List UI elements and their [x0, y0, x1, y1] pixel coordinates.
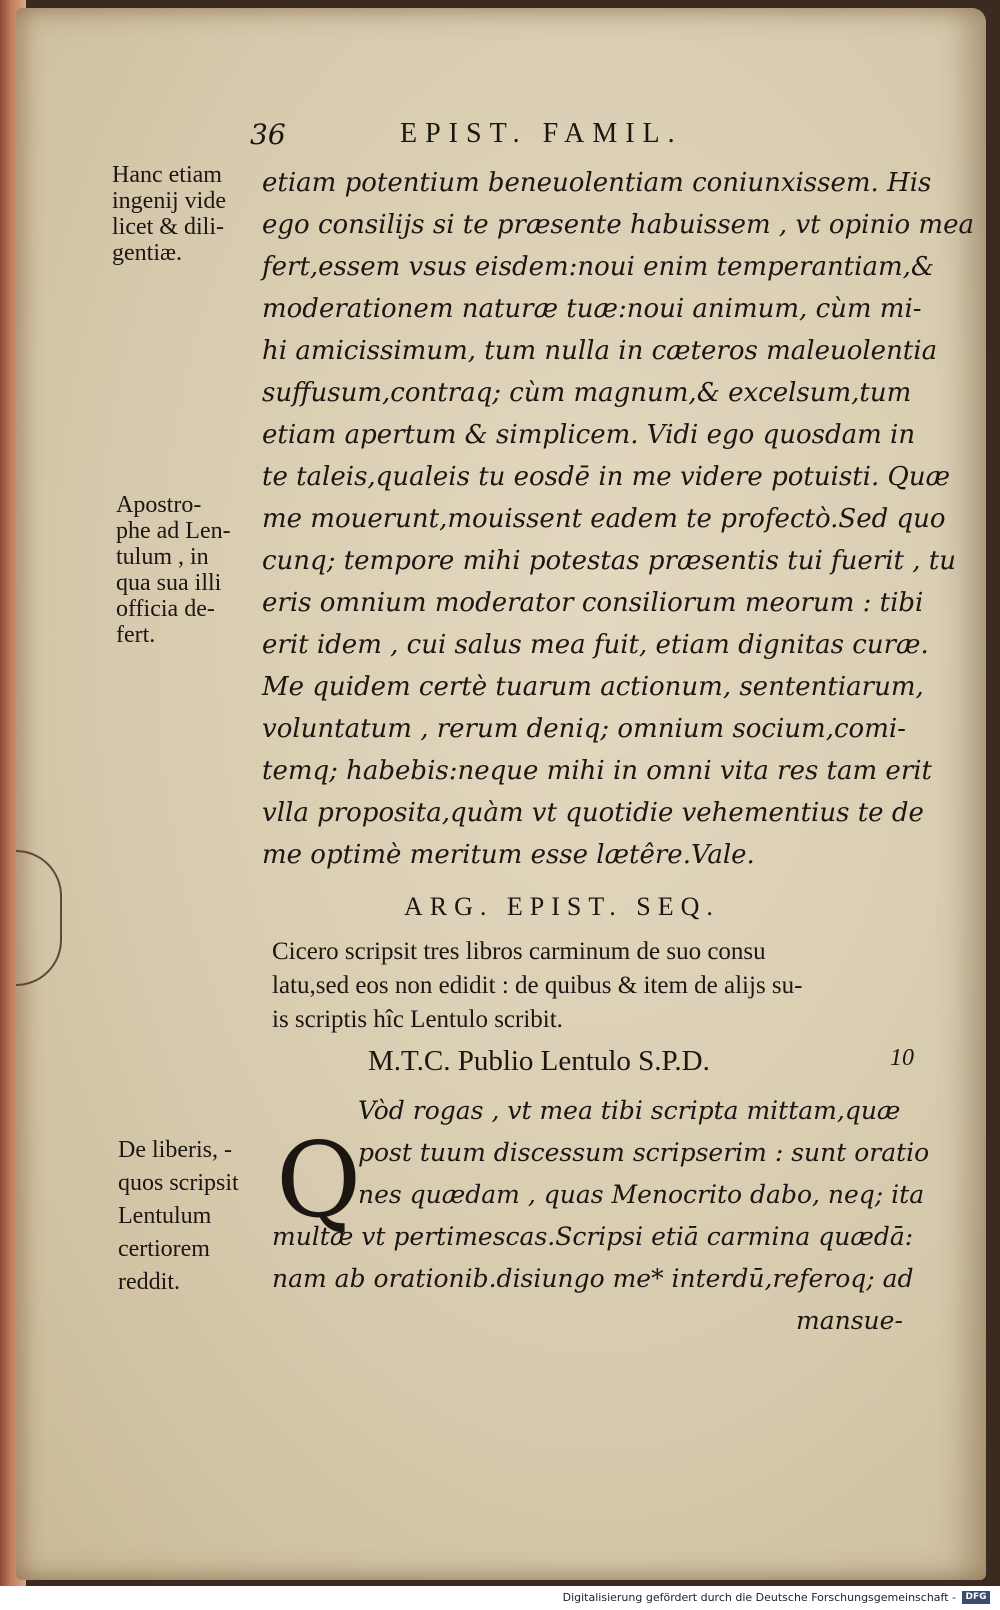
binding-thread-loop: [16, 850, 62, 986]
argument-text: [272, 935, 912, 1037]
text-line: Me quidem certè tuarum actionum, sententiarum,: [262, 672, 924, 702]
text-line: nam ab orationib.disiungo me* interdū,referoq; ad: [272, 1264, 914, 1293]
running-title: EPIST. FAMIL.: [400, 118, 683, 149]
text-line: me mouerunt,mouissent eadem te profectò.Sed quo: [262, 504, 946, 534]
text-line: erit idem , cui salus mea fuit, etiam dignitas curæ.: [262, 630, 929, 660]
text-line: ego consilijs si te præsente habuissem , vt opinio mea: [262, 210, 974, 240]
dfg-logo-icon: DFG: [962, 1591, 990, 1604]
footer-text: Digitalisierung gefördert durch die Deutsche Forschungsgemeinschaft -: [562, 1591, 956, 1604]
margin-note-line: officia de-: [116, 596, 215, 622]
margin-note-line: phe ad Len-: [116, 518, 231, 544]
margin-note-line: tulum , in: [116, 544, 209, 570]
text-line: suffusum,contraq; cùm magnum,& excelsum,tum: [262, 378, 912, 408]
margin-note-line: Lentulum: [118, 1203, 212, 1229]
text-line: multæ vt pertimescas.Scripsi etiā carmina quædā:: [272, 1222, 914, 1251]
margin-note-line: licet & dili-: [112, 214, 224, 240]
margin-note-line: ingenij vide: [112, 188, 226, 214]
margin-note-1: [112, 162, 262, 266]
text-line: fert,essem vsus eisdem:noui enim temperantiam,&: [262, 252, 935, 282]
text-line: voluntatum , rerum deniq; omnium socium,comi-: [262, 714, 906, 744]
main-text-block: [262, 162, 974, 876]
text-line: hi amicissimum, tum nulla in cæteros maleuolentia: [262, 336, 938, 366]
text-line: cunq; tempore mihi potestas præsentis tui fuerit , tu: [262, 546, 956, 576]
argument-line: latu,sed eos non edidit : de quibus & item de alijs su-: [272, 972, 803, 999]
text-line: etiam apertum & simplicem. Vidi ego quosdam in: [262, 420, 916, 450]
digitization-footer: [0, 1586, 1000, 1610]
text-line: me optimè meritum esse lætêre.Vale.: [262, 840, 755, 870]
letter-indented-lines: [358, 1090, 930, 1216]
margin-note-line: De liberis, -: [118, 1137, 232, 1163]
margin-note-line: Hanc etiam: [112, 162, 222, 188]
text-line: eris omnium moderator consiliorum meorum : tibi: [262, 588, 924, 618]
margin-note-line: reddit.: [118, 1269, 180, 1295]
argument-line: is scriptis hîc Lentulo scribit.: [272, 1006, 563, 1033]
page-number: 36: [250, 118, 286, 151]
margin-note-line: Apostro-: [116, 492, 202, 518]
text-line: moderationem naturæ tuæ:noui animum, cùm mi-: [262, 294, 922, 324]
margin-note-2: [116, 492, 266, 648]
margin-note-line: gentiæ.: [112, 240, 182, 266]
margin-note-line: certiorem: [118, 1236, 210, 1262]
text-line: Vòd rogas , vt mea tibi scripta mittam,quæ: [358, 1096, 901, 1125]
salutation-text: M.T.C. Publio Lentulo S.P.D.: [368, 1045, 710, 1077]
text-line: te taleis,qualeis tu eosdē in me videre potuisti. Quæ: [262, 462, 951, 492]
text-line: temq; habebis:neque mihi in omni vita res tam erit: [262, 756, 933, 786]
epistle-number: 10: [890, 1045, 914, 1071]
drop-cap: Q: [276, 1119, 362, 1241]
page-header: [250, 118, 810, 158]
margin-note-3: [118, 1134, 268, 1299]
text-line: nes quædam , quas Menocrito dabo, neq; ita: [358, 1180, 925, 1209]
argument-line: Cicero scripsit tres libros carminum de suo consu: [272, 938, 766, 965]
margin-note-line: quos scripsit: [118, 1170, 239, 1196]
text-line: vlla proposita,quàm vt quotidie vehementius te de: [262, 798, 924, 828]
margin-note-line: fert.: [116, 622, 156, 648]
letter-salutation: [368, 1045, 914, 1085]
text-line: etiam potentium beneuolentiam coniunxissem. His: [262, 168, 932, 198]
text-line: post tuum discessum scripserim : sunt oratio: [358, 1138, 930, 1167]
catchword: mansue-: [796, 1306, 903, 1335]
argument-heading: ARG. EPIST. SEQ.: [404, 892, 720, 921]
margin-note-line: qua sua illi: [116, 570, 222, 596]
letter-full-lines: [272, 1216, 914, 1300]
